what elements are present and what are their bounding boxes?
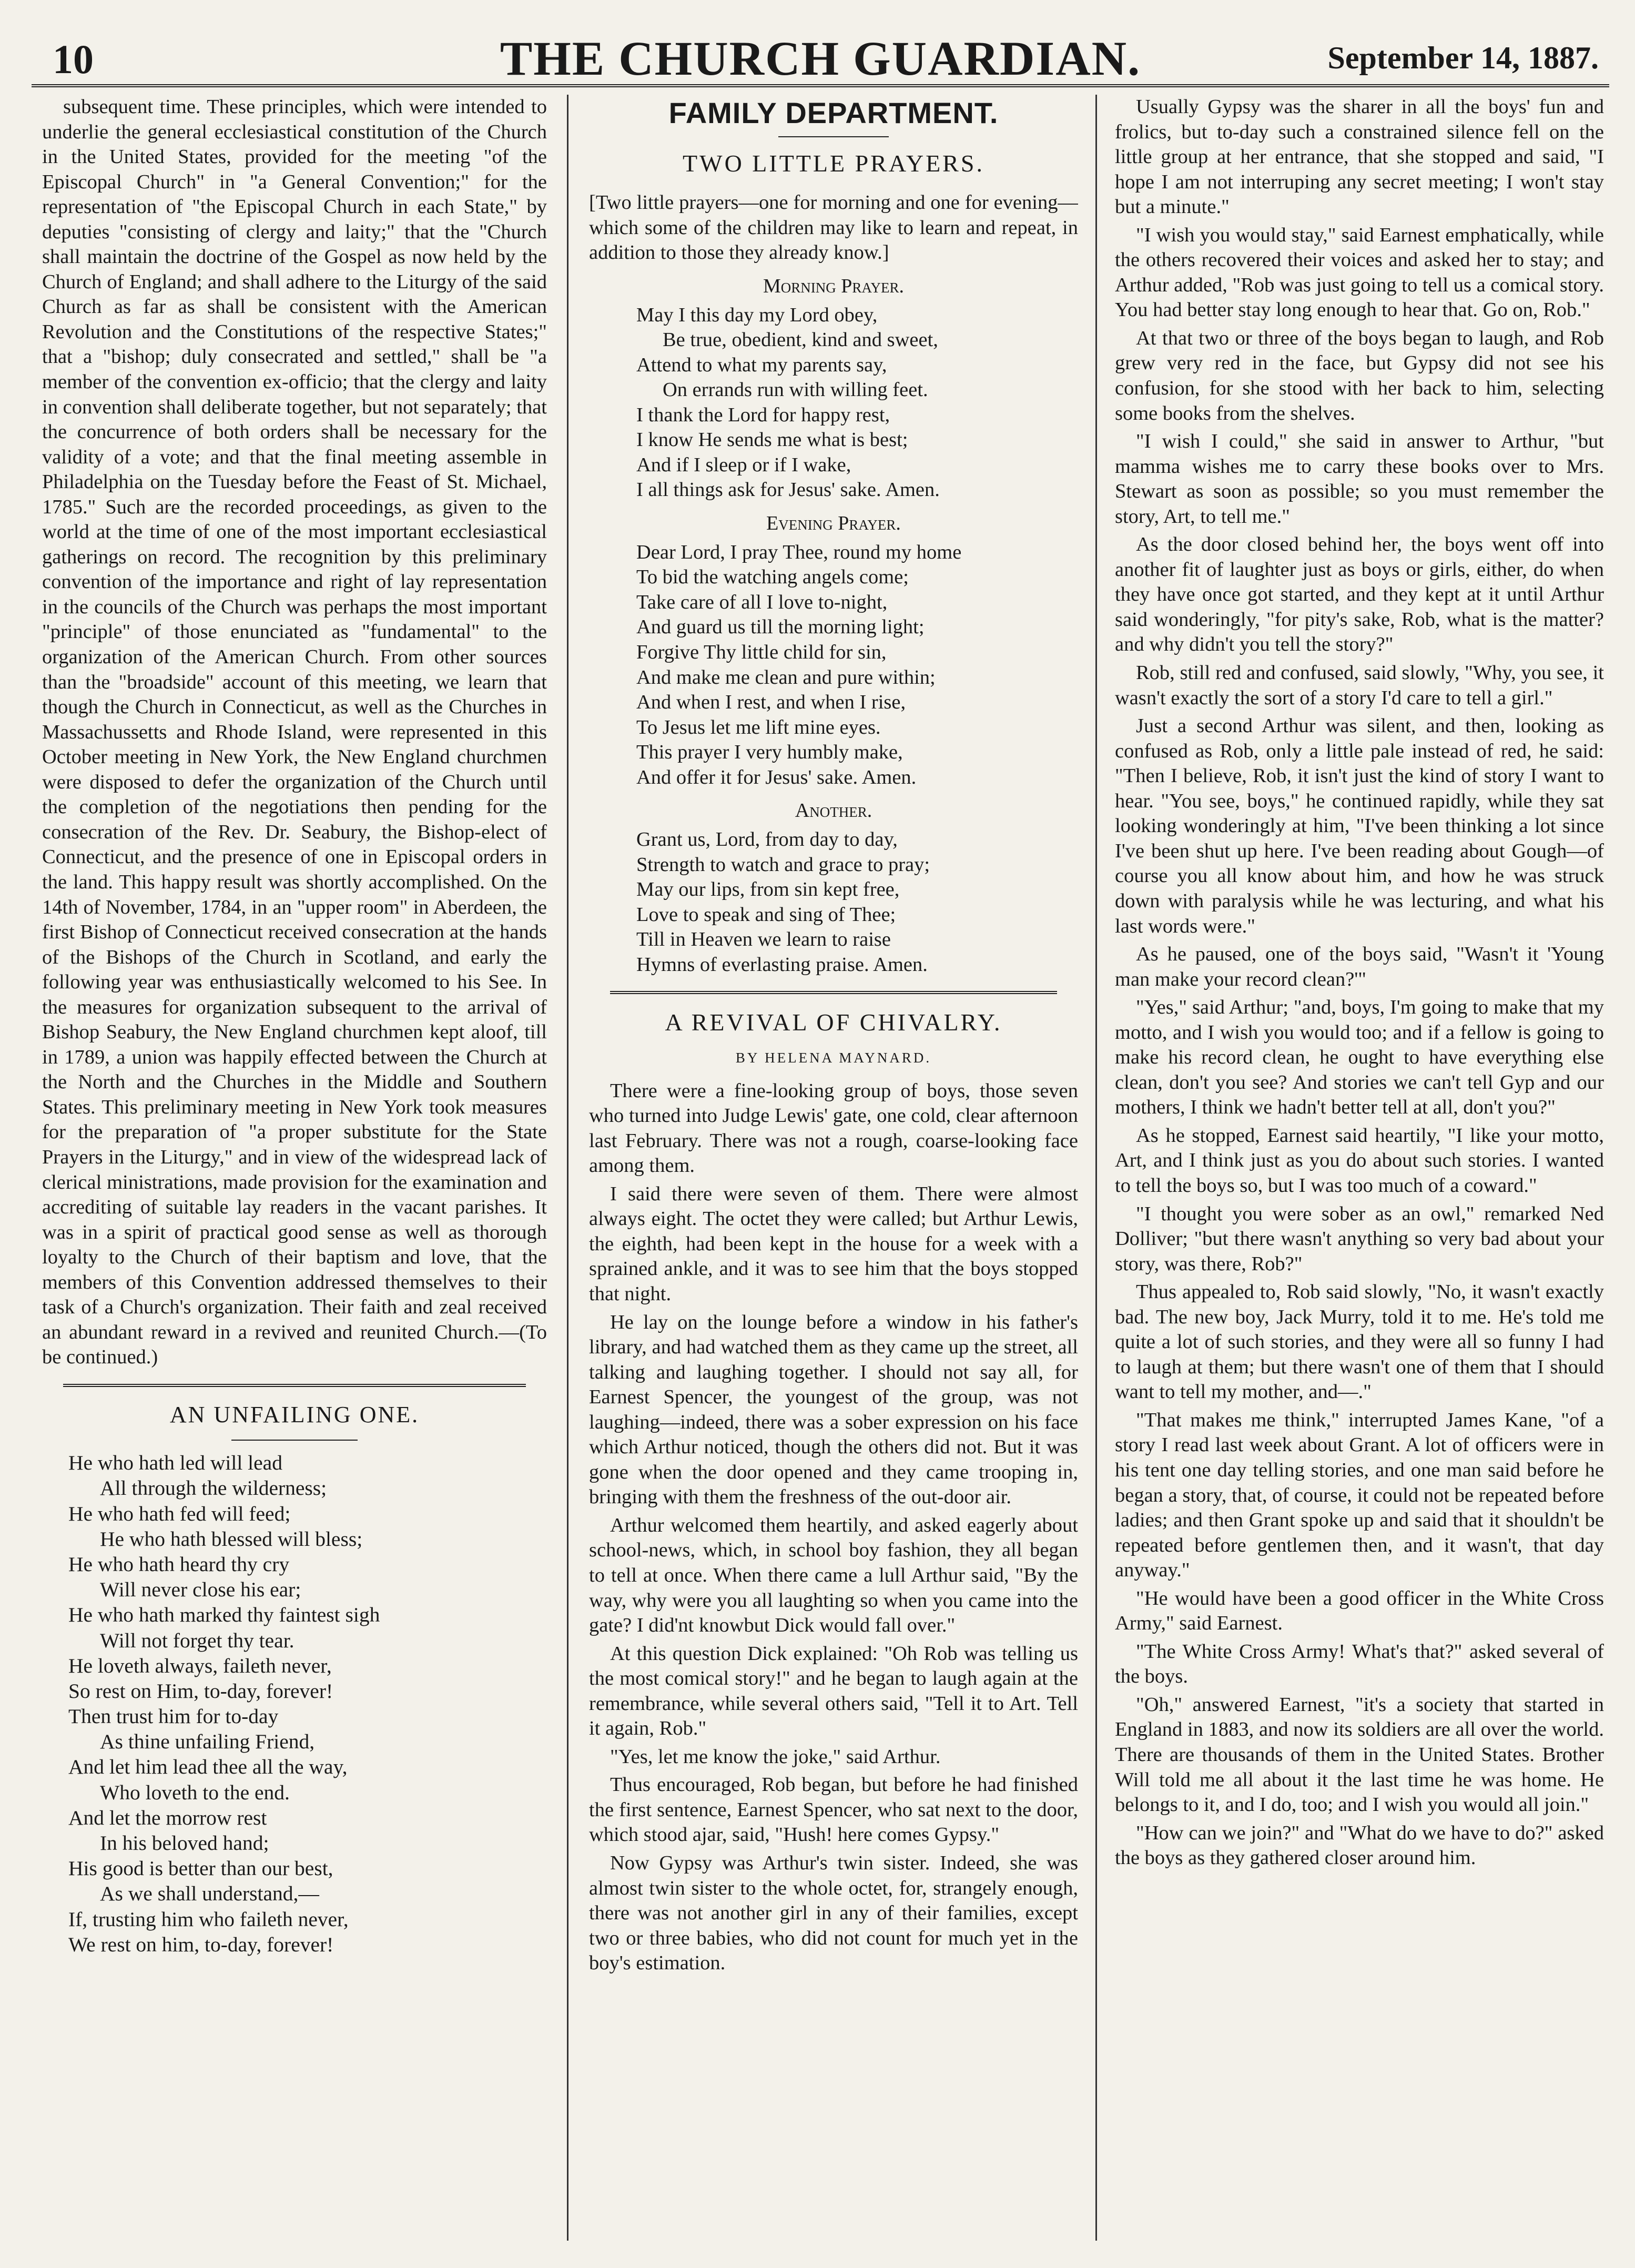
verse-line: And let him lead thee all the way, <box>68 1755 348 1779</box>
column-1 <box>42 95 547 2241</box>
verse-line: May I this day my Lord obey, <box>636 303 878 326</box>
verse-line: He who hath heard thy cry <box>68 1552 290 1576</box>
verse-line: I know He sends me what is best; <box>636 429 908 451</box>
paragraph: Rob, still red and confused, said slowly, "Why, you see, it wasn't exactly the sort of a story I'd care to tell a girl." <box>1115 662 1604 709</box>
paragraph: "I wish I could," she said in answer to Arthur, "but mamma wishes me to carry these books over to Mrs. Stewart as soon as possible; so you must remember the story, Art, to tell me." <box>1115 430 1604 528</box>
morning-prayer <box>636 303 1078 503</box>
verse-line: To Jesus let me lift mine eyes. <box>636 716 881 738</box>
morning-prayer-heading: Morning Prayer. <box>763 275 904 297</box>
verse-line: And if I sleep or if I wake, <box>636 453 851 476</box>
verse-line: I all things ask for Jesus' sake. Amen. <box>636 479 940 501</box>
verse-line: Then trust him for to-day <box>68 1705 279 1728</box>
newspaper-page <box>32 21 1609 2251</box>
paragraph: As he stopped, Earnest said heartily, "I like your motto, Art, and I think just as you do about such stories. I wanted to tell the boys so, but I was too much of a coward." <box>1115 1124 1604 1197</box>
section-divider <box>610 991 1057 994</box>
verse-line: Till in Heaven we learn to raise <box>636 928 891 951</box>
paragraph: "Oh," answered Earnest, "it's a society that started in England in 1883, and now its soldiers are all over the world. There are thousands of them in the United States. Brother Will told me all about it the last time he was home. He belongs to it, and I do, too; and I wish you would all join." <box>1115 1693 1604 1816</box>
verse-line: Forgive Thy little child for sin, <box>636 641 887 663</box>
paragraph: "How can we join?" and "What do we have to do?" asked the boys as they gathered closer around him. <box>1115 1821 1604 1869</box>
column-2 <box>589 95 1078 2241</box>
verse-line: Be true, obedient, kind and sweet, <box>663 329 938 351</box>
paragraph: Thus appealed to, Rob said slowly, "No, it wasn't exactly bad. The new boy, Jack Murry, told it to me. He's told me quite a lot of such stories, and they were all so funny I had to laugh at them; but there wasn't one of them that I should want to tell my mother, and—." <box>1115 1281 1604 1403</box>
column-rule-2 <box>1095 95 1097 2241</box>
verse-line: This prayer I very humbly make, <box>636 741 903 764</box>
paragraph: At this question Dick explained: "Oh Rob was telling us the most comical story!" and he began to laugh again at the remembrance, while several others said, "Tell it to Art. Tell it again, Rob." <box>589 1642 1078 1740</box>
paragraph: Arthur welcomed them heartily, and asked eagerly about school-news, which, in school boy fashion, they all began to tell at once. When there came a lull Arthur said, "By the way, why were you all laughting so when you came into the gate? I did'nt knowbut Dick would fall over." <box>589 1514 1078 1637</box>
paragraph: At that two or three of the boys began to laugh, and Rob grew very red in the face, but Gypsy did not see his confusion, for she stood with her back to him, selecting some books from the shelves. <box>1115 327 1604 424</box>
paragraph: Now Gypsy was Arthur's twin sister. Indeed, she was almost twin sister to the whole octet, for, strangely enough, there was not another girl in any of their families, except two or three babies, who did not count for much yet in the boy's estimation. <box>589 1852 1078 1975</box>
paragraph: "He would have been a good officer in the White Cross Army," said Earnest. <box>1115 1587 1604 1635</box>
paragraph: He lay on the lounge before a window in his father's library, and had watched them as they came up the street, all talking and laughing together. I should not say all, for Earnest Spencer, the youngest of the group, was not laughing—indeed, there was a sober expression on his face which Arthur noticed, though the others did not. But it was gone when the door opened and they came trooping in, bringing with them the freshness of the out-door air. <box>589 1311 1078 1508</box>
evening-prayer-heading: Evening Prayer. <box>766 512 901 534</box>
paragraph: Just a second Arthur was silent, and then, looking as confused as Rob, only a little pale instead of red, he said: "Then I believe, Rob, it isn't just the kind of story I want to hear. "You see, boys," he continued rapidly, while they sat looking wonderingly at him, "I've been thinking a lot since I've been shut up here. I've been reading about Gough—of course you all know about him, and how he was struck down with paralysis while he was lecturing, and what his last words were." <box>1115 715 1604 937</box>
title-underline <box>231 1440 358 1441</box>
article-title-two-little-prayers: TWO LITTLE PRAYERS. <box>683 150 984 177</box>
paragraph: "The White Cross Army! What's that?" asked several of the boys. <box>1115 1640 1604 1688</box>
article-continuation <box>42 95 547 1370</box>
paragraph: "I thought you were sober as an owl," remarked Ned Dolliver; "but there wasn't anything so very bad about your story, was there, Rob?" <box>1115 1202 1604 1275</box>
another-prayer <box>636 827 1078 977</box>
heading-rule <box>778 136 889 137</box>
column-3 <box>1115 95 1604 2241</box>
verse-line: He who hath led will lead <box>68 1451 282 1475</box>
verse-line: Dear Lord, I pray Thee, round my home <box>636 541 962 563</box>
story-body <box>589 1079 1078 1976</box>
verse-line: His good is better than our best, <box>68 1857 333 1880</box>
verse-line: And when I rest, and when I rise, <box>636 691 906 714</box>
verse-line: Will not forget thy tear. <box>100 1628 294 1652</box>
section-divider <box>63 1384 526 1387</box>
masthead-title: THE CHURCH GUARDIAN. <box>500 32 1141 85</box>
verse-line: All through the wilderness; <box>100 1476 327 1500</box>
verse-line: In his beloved hand; <box>100 1831 269 1855</box>
paragraph: "Yes," said Arthur; "and, boys, I'm going to make that my motto, and I wish you would too; and if a fellow is going to make his record clean, he ought to have everything else clean, don't you see? And stories we can't tell Gyp and our mothers, I think we hadn't better tell at all, don't you?" <box>1115 996 1604 1119</box>
verse-line: Who loveth to the end. <box>100 1780 290 1804</box>
story-continued <box>1115 95 1604 1871</box>
paragraph: subsequent time. These principles, which were intended to underlie the general ecclesiastical constitution of the Church in the United States, provided for the meeting "of the Episcopal Church" in "a General Convention;" for the representation of "the Episcopal Church in each State," by deputies "consisting of clergy and laity;" that the "Church shall maintain the doctrine of the Gospel as now held by the Church of England; and shall adhere to the Liturgy of the said Church as far as shall be consistent with the American Revolution and the Constitutions of the respective States;" that a "bishop; duly consecrated and settled," shall be "a member of the convention ex-officio; that the clergy and laity in convention shall deliberate together, but not separately; that the concurrence of both orders shall be necessary for the validity of a vote; and that the final meeting assemble in Philadelphia on the Tuesday before the Feast of St. Michael, 1785." Such are the recorded proceedings, as given to the world at the time of one of the most important ecclesiastical gatherings on record. The recognition by this preliminary convention of the importance and right of lay representation in the councils of the Church was perhaps the most important "principle" of those enunciated as "fundamental" to the organization of the American Church. From other sources than the "broadside" account of this meeting, we learn that though the Church in Connecticut, as well as the Churches in Massachussetts and Rhode Island, were represented in this October meeting in New York, the New England churchmen were disposed to defer the organization of the Church until the completion of the negotiations then pending for the consecration of the Rev. Dr. Seabury, the Bishop-elect of Connecticut, and the presence of one in Episcopal orders in the land. This happy result was shortly accomplished. On the 14th of November, 1784, in an "upper room" in Aberdeen, the first Bishop of Connecticut received consecration at the hands of the Bishops of the Church in Scotland, and early the following year was enthusiastically welcomed to his See. In the measures for organization subsequent to the arrival of Bishop Seabury, the New England churchmen kept aloof, till in 1789, a union was happily effected between the Church at the North and the Churches in the Middle and Southern States. This preliminary meeting in New York took measures for the preparation of "a proper substitute for the State Prayers in the Liturgy," and in view of the widespread lack of clerical ministrations, made provision for the examination and accrediting of suitable lay readers in the vacant parishes. It was in a spirit of practical good sense as well as thorough loyalty to the Church of their baptism and love, that the members of this Convention addressed themselves to their task of a Church's organization. Their faith and zeal received an abundant reward in a revived and reunited Church.—(To be continued.) <box>42 96 547 1369</box>
verse-line: Grant us, Lord, from day to day, <box>636 828 898 851</box>
verse-line: And let the morrow rest <box>68 1806 267 1829</box>
verse-line: And guard us till the morning light; <box>636 616 925 639</box>
another-prayer-heading: Another. <box>795 799 872 822</box>
byline: BY HELENA MAYNARD. <box>735 1050 932 1066</box>
page-number: 10 <box>53 36 94 82</box>
verse-line: May our lips, from sin kept free, <box>636 878 900 901</box>
verse-line: And offer it for Jesus' sake. Amen. <box>636 766 917 788</box>
verse-line: And make me clean and pure within; <box>636 666 936 688</box>
paragraph: "That makes me think," interrupted James Kane, "of a story I read last week about Grant. A lot of officers were in his tent one day telling stories, and one man said before he began a story, that, of course, it could not be repeated before ladies; and then Grant spoke up and said that it shouldn't be repeated before gentlemen then, and it wasn't, that day anyway." <box>1115 1409 1604 1582</box>
verse-line: He who hath blessed will bless; <box>100 1527 363 1551</box>
verse-line: If, trusting him who faileth never, <box>68 1907 349 1931</box>
verse-line: To bid the watching angels come; <box>636 566 909 589</box>
issue-date: September 14, 1887. <box>1327 40 1599 75</box>
verse-line: As thine unfailing Friend, <box>100 1730 315 1754</box>
verse-line: So rest on Him, to-day, forever! <box>68 1679 333 1703</box>
verse-line: Love to speak and sing of Thee; <box>636 903 896 926</box>
verse-line: As we shall understand,— <box>100 1882 319 1906</box>
article-title-revival-of-chivalry: A REVIVAL OF CHIVALRY. <box>665 1009 1002 1036</box>
poem-title: AN UNFAILING ONE. <box>169 1401 420 1427</box>
verse-line: On errands run with willing feet. <box>663 379 928 401</box>
department-heading: FAMILY DEPARTMENT. <box>668 96 999 129</box>
paragraph: "Yes, let me know the joke," said Arthur. <box>610 1745 941 1768</box>
verse-line: We rest on him, to-day, forever! <box>68 1932 334 1956</box>
verse-line: He loveth always, faileth never, <box>68 1654 332 1677</box>
poem-an-unfailing-one <box>68 1450 547 1957</box>
paragraph: There were a fine-looking group of boys, those seven who turned into Judge Lewis' gate, one cold, clear afternoon last February. There was not a rough, coarse-looking face among them. <box>589 1079 1078 1177</box>
verse-line: He who hath fed will feed; <box>68 1502 291 1525</box>
verse-line: Attend to what my parents say, <box>636 353 887 376</box>
paragraph: "I wish you would stay," said Earnest emphatically, while the others recovered their voices and asked her to stay; and Arthur added, "Rob was just going to tell us a comical story. You had better stay long enough to hear that. Go on, Rob." <box>1115 224 1604 321</box>
evening-prayer <box>636 540 1078 790</box>
column-rule-1 <box>567 95 568 2241</box>
paragraph: As the door closed behind her, the boys went off into another fit of laughter just as boys or girls, either, do when they have once got started, and they kept at it until Arthur said wonderingly, "for pity's sake, Rob, what is the matter? and why didn't you tell the story?" <box>1115 533 1604 656</box>
page-header <box>32 21 1609 87</box>
paragraph: As he paused, one of the boys said, "Wasn't it 'Young man make your record clean?'" <box>1115 943 1604 990</box>
verse-line: Take care of all I love to-night, <box>636 591 888 613</box>
verse-line: He who hath marked thy faintest sigh <box>68 1603 380 1627</box>
paragraph: Thus encouraged, Rob began, but before he had finished the first sentence, Earnest Spencer, who sat next to the door, which stood ajar, said, "Hush! here comes Gypsy." <box>589 1774 1078 1846</box>
paragraph: Usually Gypsy was the sharer in all the boys' fun and frolics, but to-day such a constrained silence fell on the little group at her entrance, that she stopped and said, "I hope I am not interruping any secret meeting; I won't stay but a minute." <box>1115 96 1604 218</box>
paragraph: I said there were seven of them. There were almost always eight. The octet they were called; but Arthur Lewis, the eighth, had been kept in the house for a week with a sprained ankle, and it was to see him that the boys stopped that night. <box>589 1182 1078 1305</box>
verse-line: Strength to watch and grace to pray; <box>636 853 930 876</box>
verse-line: I thank the Lord for happy rest, <box>636 403 890 426</box>
verse-line: Will never close his ear; <box>100 1578 301 1602</box>
verse-line: Hymns of everlasting praise. Amen. <box>636 953 928 976</box>
prayers-intro: [Two little prayers—one for morning and one for evening—which some of the children may like to learn and repeat, in addition to those they already know.] <box>589 191 1078 264</box>
